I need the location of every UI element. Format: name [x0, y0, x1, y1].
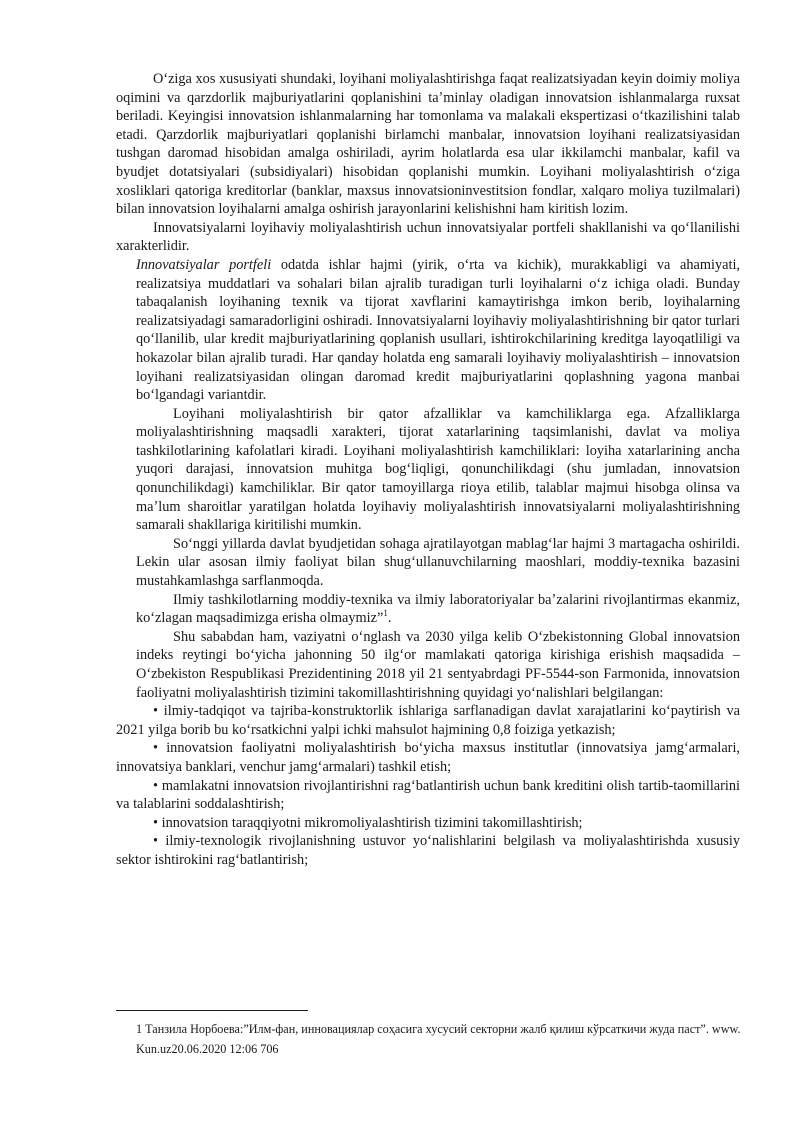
paragraph-7: Shu sababdan ham, vaziyatni oʻnglash va 2030 yilga kelib Oʻzbekistonning Global innovatsion indeks reytingi boʻyicha jahonning 50 ilgʻor mamlakati qatoriga kirishiga erishish maqsadida – Oʻzbekiston Respublikasi Prezidentining 2018 yil 21 sentyabrdagi PF-5544-son Farmonida, innovatsion faoliyatni moliyalashtirish tizimini takomillashtirishning quyidagi yoʻnalishlari belgilangan:	[136, 628, 740, 701]
list-item-text: innovatsion taraqqiyotni mikromoliyalashtirish tizimini takomillashtirish;	[161, 814, 583, 831]
list-item-text: ilmiy-texnologik rivojlanishning ustuvor yoʻnalishlarini belgilash va moliyalashtirishda xususiy sektor ishtirokini ragʻbatlantirish;	[116, 833, 740, 868]
quote-text: Ilmiy tashkilotlarning moddiy-texnika va ilmiy laboratoriyalar baʼzalarini rivojlantirmas ekanmiz, koʻzlagan maqsadimizga erisha olmaymiz”	[136, 591, 740, 627]
portfolio-term: Innovatsiyalar portfeli	[136, 256, 272, 273]
list-item	[116, 832, 740, 869]
footnote-ref[interactable]: 1	[383, 608, 388, 619]
list-item	[116, 814, 740, 833]
list-item	[116, 777, 740, 814]
list-item-text: mamlakatni innovatsion rivojlantirishni ragʻbatlantirish uchun bank kreditini olish tartib-taomillarini va talablarini soddalashtirish;	[116, 777, 740, 813]
footnote-divider	[116, 1010, 308, 1011]
paragraph-6	[136, 591, 740, 628]
portfolio-block	[116, 256, 740, 702]
footnote	[136, 1019, 746, 1059]
paragraph-1: Oʻziga xos xususiyati shundaki, loyihani moliyalashtirishga faqat realizatsiyadan keyin doimiy moliya oqimini va qarzdorlik majburiyatlarini qoplanishini taʼminlay oladigan innovatsion ishlanmalarga ruxsat beriladi. Keyingisi innovatsion ishlanmalarning har tomonlama va malakali ekspertizasi oʻtkazilishini talab etadi. Qarzdorlik majburiyatlari qoplanishi birlamchi manbalar, innovatsion loyihani realizatsiyasidan tushgan daromad hisobidan amalga oshiriladi, ayrim holatlarda esa ular ikkilamchi manbalar, kafil va byudjet dotatsiyalari (subsidiyalari) hisobidan qoplanishi mumkin. Loyihani moliyalashtirish oʻziga xosliklari qatoriga kreditorlar (banklar, maxsus innovatsioninvestitsion fondlar, xalqaro moliya tuzilmalari) bilan innovatsion loyihalarni amalga oshirish jarayonlarini kelishishni ham kiritish lozim.	[116, 71, 740, 218]
bullet-icon: •	[153, 814, 159, 831]
quote-end: .	[387, 610, 392, 627]
bullet-icon: •	[153, 740, 159, 757]
body-text	[116, 70, 740, 870]
list-item	[116, 702, 740, 739]
paragraph-2: Innovatsiyalarni loyihaviy moliyalashtirish uchun innovatsiyalar portfeli shakllanishi va qoʻllanilishi xarakterlidir.	[116, 219, 740, 255]
list-item-text: ilmiy-tadqiqot va tajriba-konstruktorlik ishlariga sarflanadigan davlat xarajatlarini koʻpaytirish va 2021 yilga borib bu koʻrsatkichni yalpi ichki mahsulot hajmining 0,8 foiziga yetkazish;	[116, 703, 740, 738]
bullet-icon: •	[153, 777, 159, 794]
list-item	[116, 739, 740, 776]
paragraph-3-text: odatda ishlar hajmi (yirik, oʻrta va kichik), murakkabligi va ahamiyati, realizatsiya muddatlari va sohalari bilan ajralib turadigan turli loyihalarni oʻz ichiga oladi. Bunday tabaqalanish loyihaning texnik va tijorat xavflarini kamaytirishga imkon berib, loyihalarning realizatsiyadagi samaradorligini oshiradi. Innovatsiyalarni loyihaviy moliyalashtirishning bir qator turlari qoʻllanilib, ular kredit majburiyatlarining qoplanish usullari, ishtirokchilarining kreditga layoqatliligi va hokazolar bilan ajralib turadi. Har qanday holatda eng samarali loyihaviy moliyalashtirish – innovatsion loyihani realizatsiyasidan olingan daromad kredit majburiyatlarini qoplashning yagona manbai boʻlgandagi variantdir.	[136, 256, 740, 404]
paragraph-5: Soʻnggi yillarda davlat byudjetidan sohaga ajratilayotgan mablagʻlar hajmi 3 martagacha oshirildi. Lekin ular asosan ilmiy faoliyat bilan shugʻullanuvchilarning maoshlari, moddiy-texnika bazasini mustahkamlashga sarflanmoqda.	[136, 535, 740, 590]
paragraph-4: Loyihani moliyalashtirish bir qator afzalliklar va kamchiliklarga ega. Afzalliklarga moliyalashtirishning maqsadli xarakteri, tijorat xatarlarining taqsimlanishi, davlat va moliya tashkilotlarining kafolatlari kiradi. Loyihani moliyalashtirish kamchiliklari: loyiha xatarlarining ancha yuqori darajasi, innovatsion muhitga bogʻliqligi, qonunchilikdagi (shu jumladan, innovatsion qonunchilikdagi) kamchiliklar. Bir qator tamoyillarga rioya etilib, talablar majmui hisobga olinsa va maʼlum sharoitlar yaratilgan holatda loyihaviy moliyalashtirish innovatsiyalarni moliyalashtirishning samarali shakllariga kiritilishi mumkin.	[136, 405, 740, 534]
footnote-text: Танзила Норбоева:”Илм-фан, инновациялар соҳасига хусусий секторни жалб қилиш кўрсаткичи жуда паст”. www. Kun.uz20.06.2020 12:06 706	[136, 1022, 741, 1056]
paragraph-3	[136, 256, 740, 405]
bullet-icon: •	[153, 703, 159, 720]
bullet-icon: •	[153, 833, 159, 850]
footnote-number: 1	[136, 1022, 143, 1036]
list-item-text: innovatsion faoliyatni moliyalashtirish boʻyicha maxsus institutlar (innovatsiya jamgʻarmalari, innovatsiya banklari, venchur jamgʻarmalari) tashkil etish;	[116, 740, 740, 775]
